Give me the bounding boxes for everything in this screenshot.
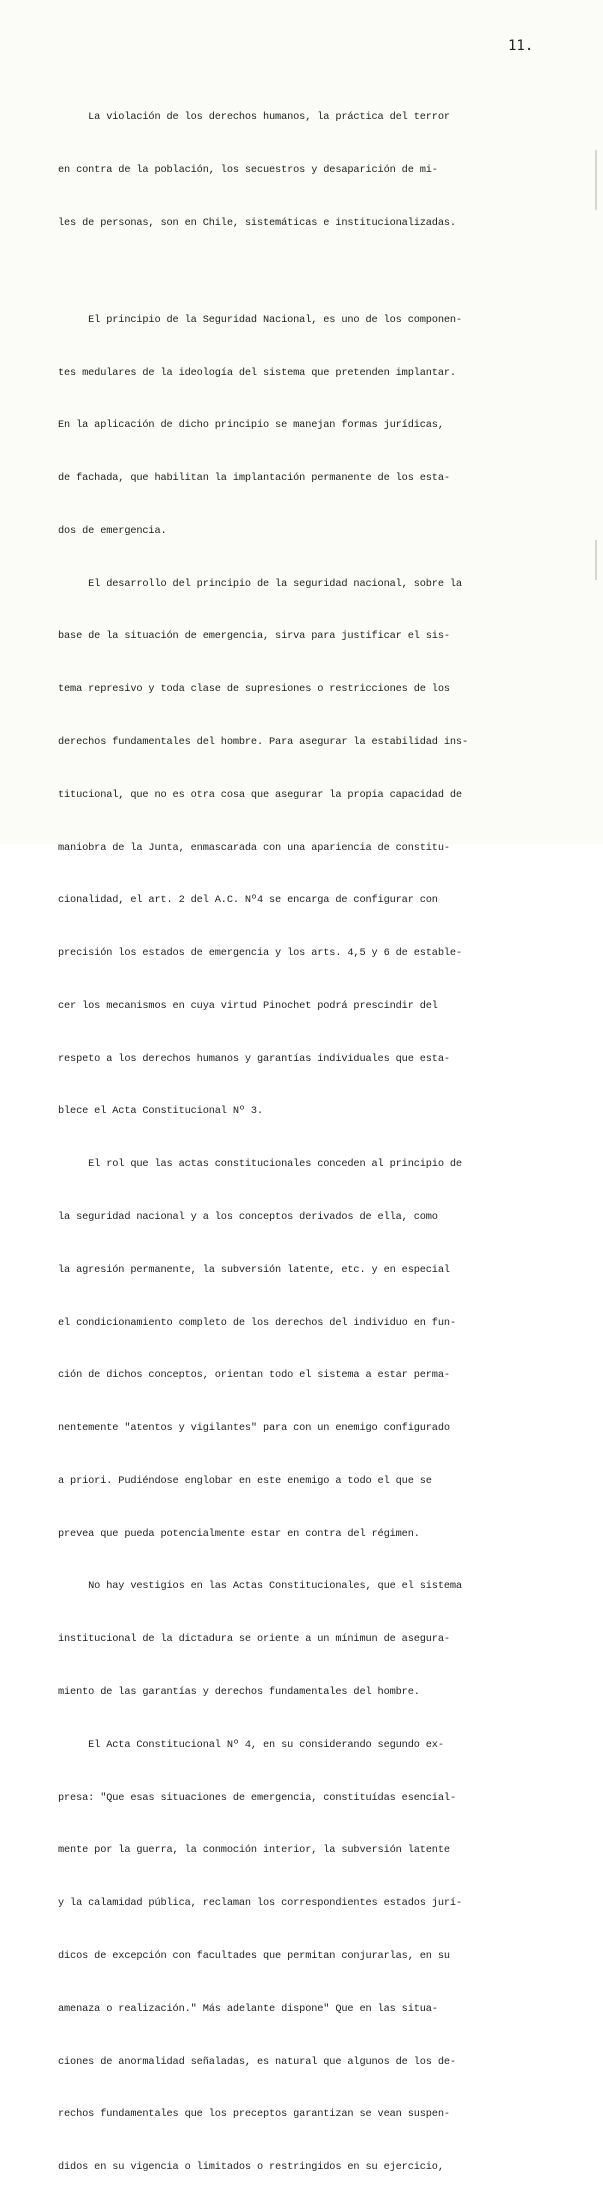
- text-line: de fachada, que habilitan la implantación permanente de los esta-: [58, 472, 450, 485]
- text-line: les de personas, son en Chile, sistemáticas e institucionalizadas.: [58, 216, 456, 229]
- text-line: tema represivo y toda clase de supresiones o restricciones de los: [58, 683, 450, 696]
- text-line: dos de emergencia.: [58, 524, 167, 537]
- text-line: amenaza o realización." Más adelante dispone" Que en las situa-: [58, 2002, 438, 2015]
- text-line: blece el Acta Constitucional Nº 3.: [58, 1105, 263, 1118]
- text-line: mente por la guerra, la conmoción interior, la subversión latente: [58, 1844, 450, 1857]
- text-line: didos en su vigencia o limitados o restringidos en su ejercicio,: [58, 2161, 444, 2174]
- text-line: nentemente "atentos y vigilantes" para con un enemigo configurado: [58, 1422, 450, 1435]
- text-line: la seguridad nacional y a los conceptos derivados de ella, como: [58, 1211, 438, 1223]
- text-line: No hay vestigios en las Actas Constitucionales, que el sistema: [58, 1580, 462, 1593]
- page-number: 11.: [508, 38, 534, 54]
- text-line: rechos fundamentales que los preceptos garantizan se vean suspen-: [58, 2108, 450, 2121]
- text-line: respeto a los derechos humanos y garantías individuales que esta-: [58, 1052, 450, 1065]
- text-line: presa: "Que esas situaciones de emergencia, constituídas esencial-: [58, 1791, 456, 1804]
- text-line: la agresión permanente, la subversión latente, etc. y en especial: [58, 1263, 450, 1276]
- typewritten-body: [58, 74, 558, 2212]
- text-line: La violación de los derechos humanos, la práctica del terror: [58, 111, 450, 124]
- text-line: cer los mecanismos en cuya virtud Pinochet podrá prescindir del: [58, 999, 438, 1012]
- text-line: En la aplicación de dicho principio se manejan formas jurídicas,: [58, 419, 444, 432]
- text-line: derechos fundamentales del hombre. Para asegurar la estabilidad ins-: [58, 735, 468, 748]
- text-line: ciones de anormalidad señaladas, es natural que algunos de los de-: [58, 2055, 456, 2068]
- text-line: dicos de excepción con facultades que permitan conjurarlas, en su: [58, 1949, 450, 1962]
- text-line: maniobra de la Junta, enmascarada con una apariencia de constitu-: [58, 841, 450, 854]
- text-line: El Acta Constitucional Nº 4, en su considerando segundo ex-: [58, 1738, 444, 1751]
- text-line: en contra de la población, los secuestros y desaparición de mi-: [58, 163, 438, 176]
- text-line: El principio de la Seguridad Nacional, es uno de los componen-: [58, 313, 462, 326]
- text-line: El rol que las actas constitucionales conceden al principio de: [58, 1158, 462, 1171]
- text-line: titucional, que no es otra cosa que asegurar la propia capacidad de: [58, 788, 462, 801]
- scan-edge-mark: [595, 540, 597, 580]
- text-line: el condicionamiento completo de los derechos del individuo en fun-: [58, 1316, 456, 1329]
- paragraph-gap: [58, 268, 558, 277]
- text-line: ción de dichos conceptos, orientan todo el sistema a estar perma-: [58, 1369, 450, 1382]
- text-line: tes medulares de la ideología del sistema que pretenden implantar.: [58, 366, 456, 379]
- text-line: y la calamidad pública, reclaman los correspondientes estados jurí-: [58, 1897, 462, 1910]
- text-line: miento de las garantías y derechos fundamentales del hombre.: [58, 1686, 420, 1699]
- text-line: a priori. Pudiéndose englobar en este enemigo a todo el que se: [58, 1474, 432, 1487]
- text-line: prevea que pueda potencialmente estar en contra del régimen.: [58, 1527, 420, 1540]
- text-line: precisión los estados de emergencia y los arts. 4,5 y 6 de estable-: [58, 947, 462, 960]
- text-line: El desarrollo del principio de la seguridad nacional, sobre la: [58, 577, 462, 590]
- text-line: cionalidad, el art. 2 del A.C. Nº4 se encarga de configurar con: [58, 894, 438, 907]
- text-line: institucional de la dictadura se oriente a un mínimun de asegura-: [58, 1633, 450, 1646]
- text-line: base de la situación de emergencia, sirva para justificar el sis-: [58, 630, 450, 643]
- scan-edge-mark: [595, 150, 597, 210]
